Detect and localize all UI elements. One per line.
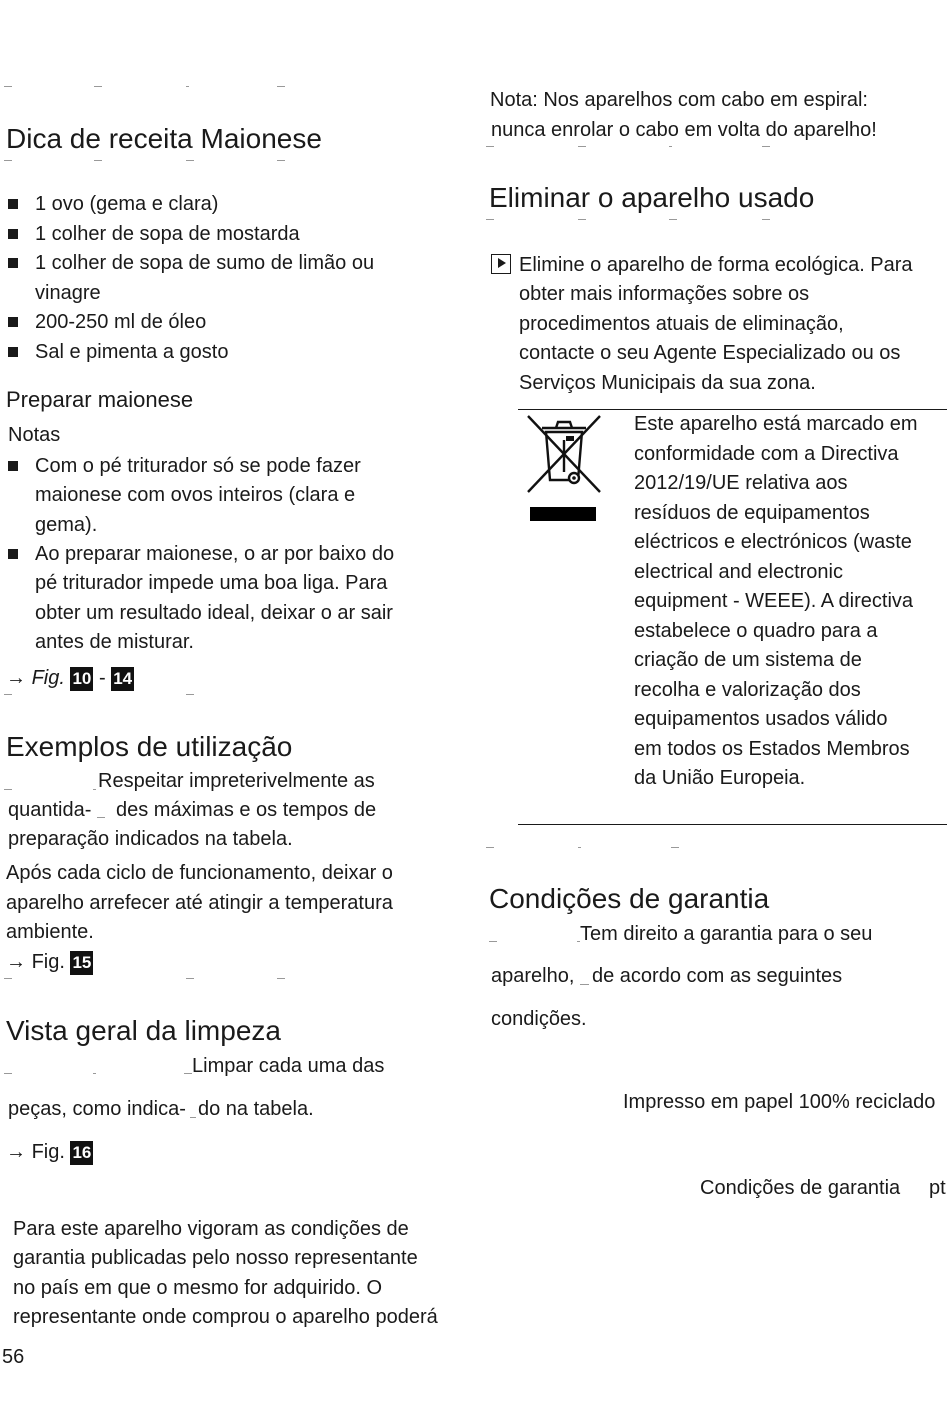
warranty-text-line: no país em que o mesmo for adquirido. O — [13, 1277, 383, 1299]
note-line: gema). — [35, 514, 98, 536]
note-line: maionese com ovos inteiros (clara e — [35, 484, 356, 506]
list-item: 1 ovo (gema e clara) — [35, 193, 219, 215]
warranty-line: Tem direito a garantia para o seu — [580, 923, 873, 945]
crossed-out-wheelie-bin-icon — [526, 414, 602, 494]
note-line: Nota: Nos aparelhos com cabo em espiral: — [490, 89, 868, 111]
list-item: Sal e pimenta a gosto — [35, 341, 229, 363]
weee-line: conformidade com a Directiva — [634, 443, 899, 465]
footer-section-title: Condições de garantia — [700, 1177, 901, 1199]
bullet — [8, 258, 18, 268]
warranty-text-line: representante onde comprou o aparelho poderá — [13, 1306, 438, 1328]
examples-line: aparelho arrefecer até atingir a temperatura — [6, 892, 393, 914]
figure-reference — [6, 664, 134, 694]
list-item: 200-250 ml de óleo — [35, 311, 207, 333]
weee-line: eléctricos e electrónicos (waste — [634, 531, 912, 553]
dispose-line: procedimentos atuais de eliminação, — [519, 313, 844, 335]
cleaning-line: Limpar cada uma das — [192, 1055, 385, 1077]
examples-line: Após cada ciclo de funcionamento, deixar o — [6, 862, 393, 884]
warranty-text-line: Para este aparelho vigoram as condições de — [13, 1218, 409, 1240]
fig-label: Fig. — [31, 1141, 65, 1163]
bullet — [8, 347, 18, 357]
weee-line: criação de um sistema de — [634, 649, 862, 671]
examples-heading: Exemplos de utilização — [6, 731, 293, 762]
warranty-text-line: garantia publicadas pelo nosso representante — [13, 1247, 418, 1269]
weee-line: estabelece o quadro para a — [634, 620, 878, 642]
weee-line: equipamentos usados válido — [634, 708, 888, 730]
examples-line: preparação indicados na tabela. — [8, 828, 293, 850]
prepare-heading: Preparar maionese — [6, 387, 194, 412]
printed-note: Impresso em papel 100% reciclado — [623, 1091, 936, 1113]
dispose-heading: Eliminar o aparelho usado — [489, 182, 815, 213]
weee-line: electrical and electronic — [634, 561, 843, 583]
weee-bar-marker — [530, 507, 596, 521]
bullet — [8, 229, 18, 239]
examples-line: ambiente. — [6, 921, 94, 943]
note-line: Ao preparar maionese, o ar por baixo do — [35, 543, 395, 565]
dispose-line: Serviços Municipais da sua zona. — [519, 372, 816, 394]
warranty-line: aparelho, — [491, 965, 575, 987]
note-line: Com o pé triturador só se pode fazer — [35, 455, 361, 477]
note-line: pé triturador impede uma boa liga. Para — [35, 572, 388, 594]
dispose-line: obter mais informações sobre os — [519, 283, 810, 305]
figure-number: 14 — [111, 667, 134, 691]
figure-reference — [6, 948, 93, 978]
section-rule — [518, 824, 947, 825]
weee-line: equipment - WEEE). A directiva — [634, 590, 914, 612]
examples-line: des máximas e os tempos de — [116, 799, 377, 821]
bullet — [8, 317, 18, 327]
warranty-line: condições. — [491, 1008, 587, 1030]
cleaning-line: do na tabela. — [198, 1098, 314, 1120]
bullet — [8, 461, 18, 471]
weee-line: em todos os Estados Membros — [634, 738, 910, 760]
weee-line: 2012/19/UE relativa aos — [634, 472, 848, 494]
note-line: nunca enrolar o cabo em volta do aparelho! — [491, 119, 877, 141]
arrow-right-icon: → — [6, 1141, 26, 1163]
page-number: 56 — [2, 1346, 25, 1368]
arrow-right-icon: → — [6, 667, 26, 689]
list-item: 1 colher de sopa de sumo de limão ou — [35, 252, 375, 274]
examples-line: Respeitar impreterivelmente as — [98, 770, 375, 792]
weee-line: resíduos de equipamentos — [634, 502, 870, 524]
footer-language: pt — [929, 1177, 946, 1199]
fig-label: Fig. — [31, 667, 65, 689]
range-separator: - — [98, 667, 106, 689]
dispose-line: Elimine o aparelho de forma ecológica. Para — [491, 251, 913, 281]
figure-reference — [6, 1138, 93, 1168]
warranty-line: de acordo com as seguintes — [592, 965, 843, 987]
notes-label: Notas — [8, 424, 61, 446]
figure-number: 16 — [70, 1141, 93, 1165]
weee-line: Este aparelho está marcado em — [634, 413, 918, 435]
dispose-line: contacte o seu Agente Especializado ou os — [519, 342, 901, 364]
fig-label: Fig. — [31, 951, 65, 973]
weee-line: da União Europeia. — [634, 767, 806, 789]
recipe-heading: Dica de receita Maionese — [6, 123, 322, 154]
note-line: antes de misturar. — [35, 631, 194, 653]
figure-number: 15 — [70, 951, 93, 975]
bullet — [8, 199, 18, 209]
play-triangle-icon — [491, 254, 511, 274]
list-item: 1 colher de sopa de mostarda — [35, 223, 300, 245]
cleaning-heading: Vista geral da limpeza — [6, 1015, 281, 1046]
warranty-heading: Condições de garantia — [489, 883, 770, 914]
weee-line: recolha e valorização dos — [634, 679, 861, 701]
bullet — [8, 549, 18, 559]
note-line: obter um resultado ideal, deixar o ar sair — [35, 602, 393, 624]
figure-number: 10 — [70, 667, 93, 691]
examples-line: quantida- — [8, 799, 92, 821]
list-item-continuation: vinagre — [35, 282, 101, 304]
arrow-right-icon: → — [6, 951, 26, 973]
cleaning-line: peças, como indica- — [8, 1098, 186, 1120]
